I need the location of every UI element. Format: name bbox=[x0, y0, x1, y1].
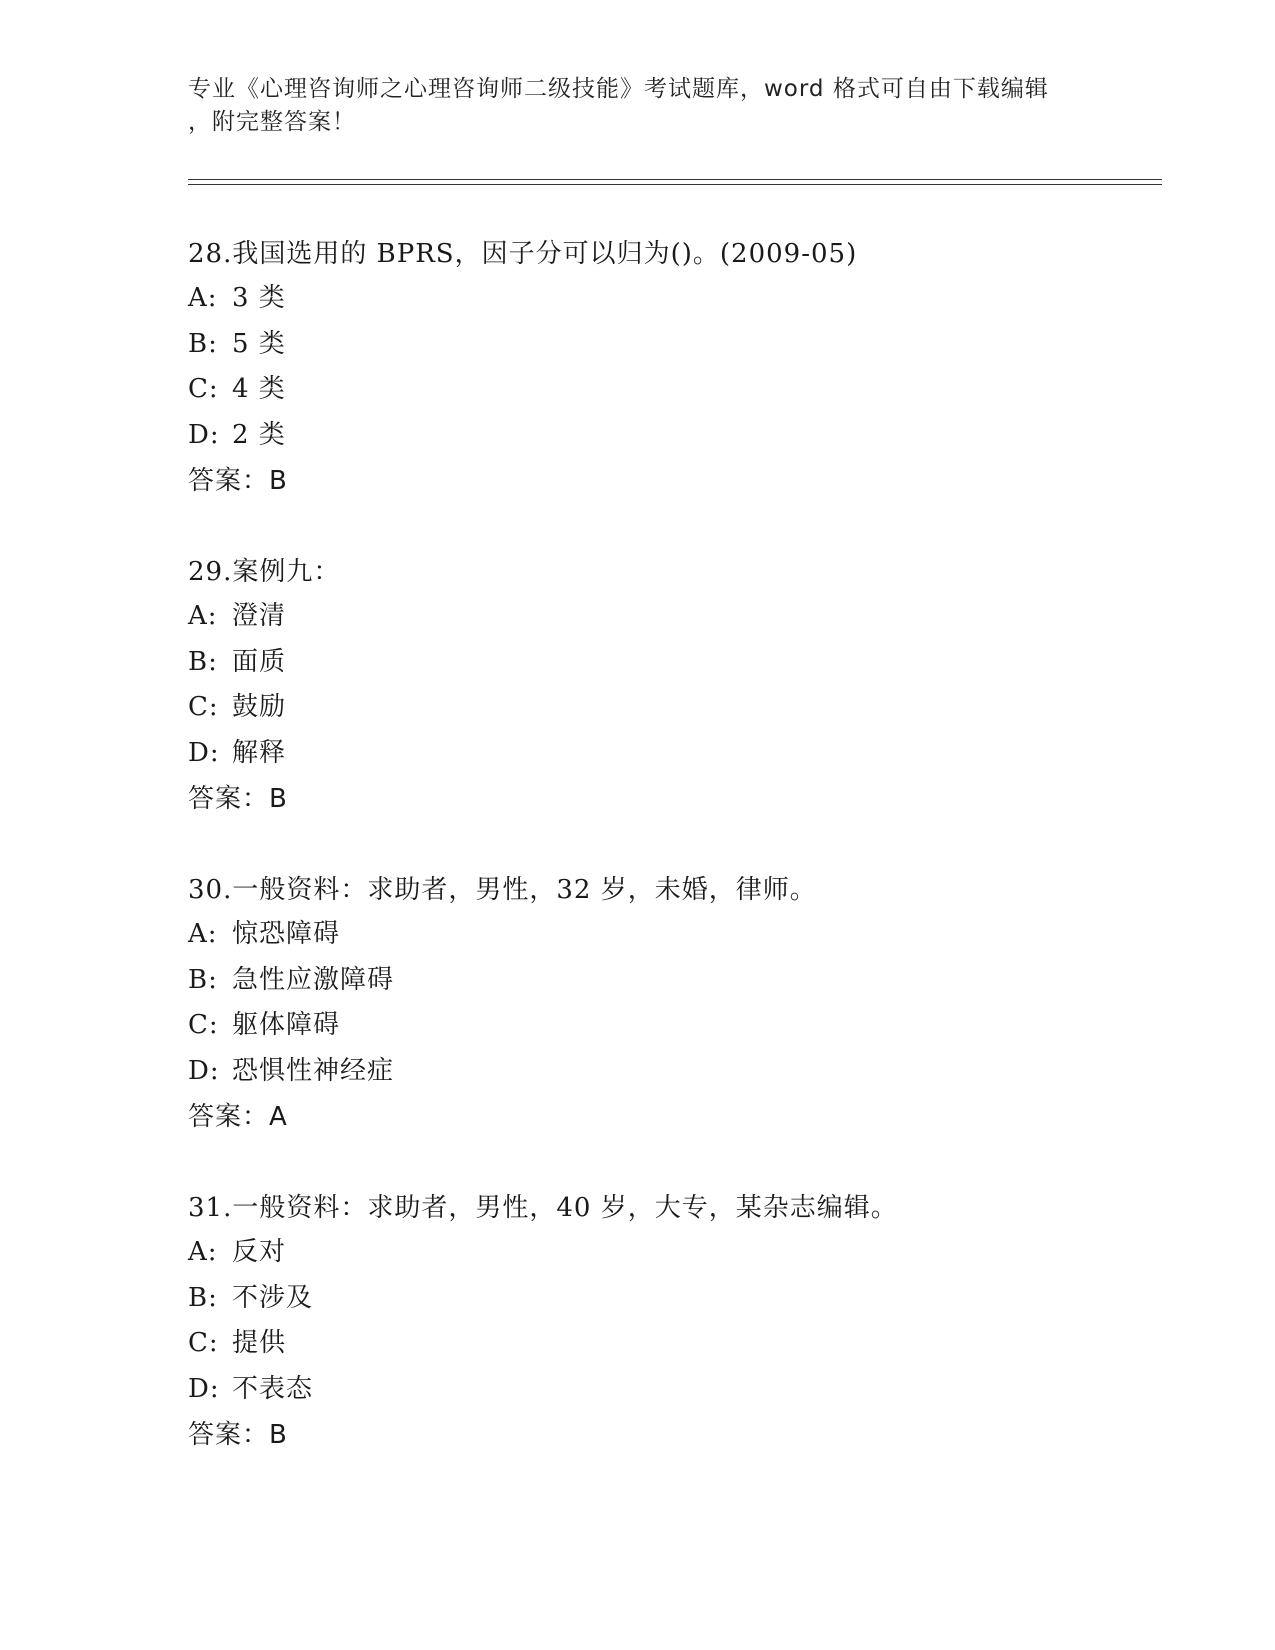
answer-line: 答案：A bbox=[188, 1102, 288, 1132]
option-text: 躯体障碍 bbox=[232, 1010, 341, 1040]
option-letter: C: bbox=[188, 374, 219, 404]
option-text: 解释 bbox=[232, 737, 287, 768]
option-b bbox=[188, 958, 1168, 1004]
option-d bbox=[188, 731, 1168, 777]
option-text: 急性应激障碍 bbox=[232, 964, 395, 995]
option-letter: B: bbox=[188, 328, 218, 359]
question-title: 29.案例九： bbox=[188, 557, 341, 587]
option-text: 面质 bbox=[232, 646, 287, 677]
option-text: 2 类 bbox=[232, 419, 286, 450]
option-c bbox=[188, 1321, 1168, 1367]
option-letter: D: bbox=[188, 1055, 220, 1086]
option-d bbox=[188, 1049, 1168, 1095]
header-divider-bottom bbox=[188, 184, 1162, 185]
option-b bbox=[188, 1276, 1168, 1322]
option-text: 不表态 bbox=[232, 1373, 314, 1404]
option-text: 惊恐障碍 bbox=[232, 919, 341, 949]
header-divider-top bbox=[188, 179, 1162, 180]
option-letter: C: bbox=[188, 1328, 219, 1358]
option-text: 4 类 bbox=[232, 374, 286, 404]
option-c bbox=[188, 1003, 1168, 1049]
option-text: 澄清 bbox=[232, 601, 287, 631]
option-letter: D: bbox=[188, 1373, 220, 1404]
option-c bbox=[188, 367, 1168, 413]
option-letter: A: bbox=[188, 1237, 218, 1267]
option-text: 鼓励 bbox=[232, 692, 287, 722]
question-29 bbox=[188, 550, 1168, 822]
option-text: 提供 bbox=[232, 1328, 287, 1358]
answer-line: 答案：B bbox=[188, 466, 288, 496]
option-text: 3 类 bbox=[232, 283, 286, 313]
answer-line: 答案：B bbox=[188, 1420, 288, 1450]
option-letter: A: bbox=[188, 919, 218, 949]
question-title: 30.一般资料：求助者，男性，32 岁，未婚，律师。 bbox=[188, 875, 817, 905]
option-text: 不涉及 bbox=[232, 1282, 314, 1313]
option-d bbox=[188, 1367, 1168, 1413]
option-d bbox=[188, 413, 1168, 459]
option-letter: A: bbox=[188, 283, 218, 313]
answer-line: 答案：B bbox=[188, 784, 288, 814]
question-31 bbox=[188, 1186, 1168, 1458]
question-title: 28.我国选用的 BPRS，因子分可以归为()。(2009-05) bbox=[188, 239, 858, 269]
option-letter: D: bbox=[188, 737, 220, 768]
option-a bbox=[188, 912, 1168, 958]
option-a bbox=[188, 276, 1168, 322]
option-text: 5 类 bbox=[232, 328, 286, 359]
question-title: 31.一般资料：求助者，男性，40 岁，大专，某杂志编辑。 bbox=[188, 1193, 898, 1223]
header-line-2: ，附完整答案！ bbox=[188, 109, 356, 135]
option-a bbox=[188, 594, 1168, 640]
option-letter: B: bbox=[188, 646, 218, 677]
header-line-1: 专业《心理咨询师之心理咨询师二级技能》考试题库，word 格式可自由下载编辑 bbox=[188, 76, 1049, 102]
option-letter: B: bbox=[188, 964, 218, 995]
option-letter: D: bbox=[188, 419, 220, 450]
question-30 bbox=[188, 868, 1168, 1140]
option-letter: C: bbox=[188, 692, 219, 722]
option-b bbox=[188, 322, 1168, 368]
option-letter: C: bbox=[188, 1010, 219, 1040]
option-text: 反对 bbox=[232, 1237, 287, 1267]
option-b bbox=[188, 640, 1168, 686]
option-text: 恐惧性神经症 bbox=[232, 1055, 395, 1086]
option-a bbox=[188, 1230, 1168, 1276]
option-c bbox=[188, 685, 1168, 731]
option-letter: A: bbox=[188, 601, 218, 631]
question-28 bbox=[188, 232, 1168, 504]
document-header bbox=[188, 73, 1088, 139]
option-letter: B: bbox=[188, 1282, 218, 1313]
